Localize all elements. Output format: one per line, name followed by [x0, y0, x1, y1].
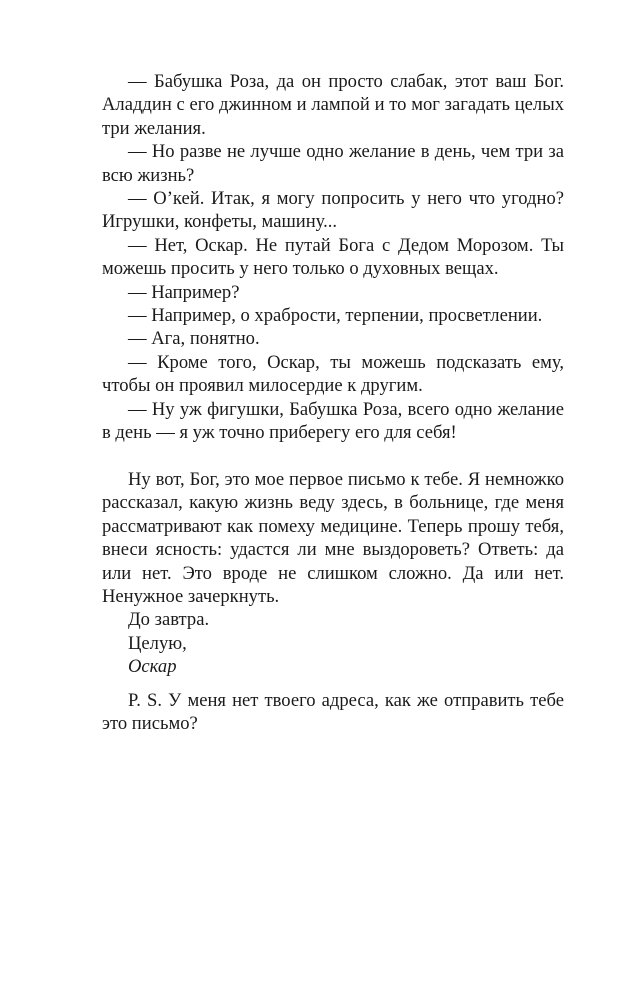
letter-closing: Целую,: [128, 632, 187, 654]
dialogue-line: — О’кей. Итак, я могу попросить у него что угодно? Игрушки, конфеты, машину...: [102, 188, 564, 233]
dialogue-line: — Но разве не лучше одно желание в день, чем три за всю жизнь?: [102, 141, 564, 186]
dialogue-line: — Ну уж фигушки, Бабушка Роза, всего одно желание в день — я уж точно приберегу его для себя!: [102, 398, 564, 444]
dialogue-line: — Например, о храбрости, терпении, просветлении.: [128, 305, 543, 327]
dialogue-line: — Бабушка Роза, да он просто слабак, этот ваш Бог. Аладдин с его джинном и лампой и то мог загадать целых три желания.: [102, 71, 564, 139]
dialogue-line: — Ага, понятно.: [128, 328, 260, 350]
letter-body: Ну вот, Бог, это мое первое письмо к тебе. Я немножко рассказал, какую жизнь веду здесь, в больнице, где меня рассматривают как помеху медицине. Теперь прошу тебя, внеси ясность: удастся ли мне выздороветь? Ответь: да или нет. Это вроде не слишком сложно. Да или нет. Ненужное зачеркнуть.: [102, 468, 564, 607]
letter-closing: До завтра.: [128, 609, 210, 631]
page-text: [102, 70, 564, 735]
dialogue-line: — Кроме того, Оскар, ты можешь подсказать ему, чтобы он проявил милосердие к другим.: [102, 351, 564, 397]
dialogue-line: — Нет, Оскар. Не путай Бога с Дедом Морозом. Ты можешь просить у него только о духовных вещах.: [102, 234, 564, 280]
letter-signature: Оскар: [128, 656, 177, 678]
section-gap: [102, 679, 564, 689]
dialogue-line: — Например?: [128, 281, 240, 303]
section-gap: [102, 445, 564, 468]
postscript: P. S. У меня нет твоего адреса, как же отправить тебе это письмо?: [102, 689, 564, 734]
